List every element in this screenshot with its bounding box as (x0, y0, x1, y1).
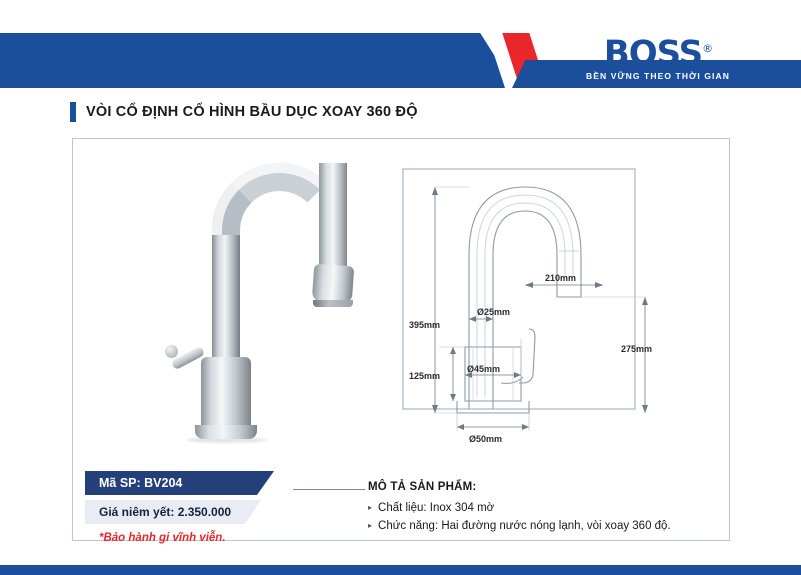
faucet-handle-knob (165, 345, 178, 358)
faucet-column (212, 235, 240, 363)
page-header (0, 0, 801, 88)
technical-drawing (373, 147, 725, 469)
dim-d45mm: Ø45mm (467, 364, 501, 374)
dim-210mm: 210mm (545, 273, 577, 283)
page-footer-bar (0, 565, 801, 575)
page-title: VÒI CỔ ĐỊNH CỔ HÌNH BẦU DỤC XOAY 360 ĐỘ (86, 104, 418, 120)
description-item (368, 499, 723, 517)
product-description (368, 481, 723, 535)
faucet-spout-tip (313, 300, 353, 307)
label-to-description-connector (293, 489, 365, 490)
dim-275mm: 275mm (621, 344, 653, 354)
brand-logo (563, 33, 753, 82)
product-code-badge: Mã SP: BV204 (85, 471, 257, 495)
bullet-icon: ▸ (368, 503, 373, 512)
faucet-spout (312, 264, 355, 305)
faucet-arc-right-leg (319, 163, 347, 271)
product-photo-faucet (113, 157, 353, 467)
page-title-row (70, 102, 418, 122)
description-item-text: Chất liệu: Inox 304 mờ (378, 502, 495, 514)
brand-tagline: BỀN VỮNG THEO THỜI GIAN (586, 71, 730, 82)
description-item (368, 517, 723, 535)
bullet-icon: ▸ (368, 521, 373, 530)
product-photo-area (73, 139, 373, 469)
faucet-body (201, 357, 251, 429)
description-title: MÔ TẢ SẢN PHẨM: (368, 481, 477, 493)
dim-395mm: 395mm (409, 320, 441, 330)
brand-logo-text: BOSS (603, 33, 703, 74)
product-price-badge: Giá niêm yết: 2.350.000 (85, 500, 245, 524)
dim-d50mm: Ø50mm (469, 434, 503, 444)
registered-trademark-icon: ® (702, 42, 713, 55)
dim-d25mm: Ø25mm (477, 307, 511, 317)
faucet-base (195, 425, 257, 439)
description-item-text: Chức năng: Hai đường nước nóng lạnh, vòi xoay 360 độ. (378, 520, 671, 532)
title-accent-bar (70, 102, 76, 122)
header-blue-band-left (0, 33, 470, 88)
dim-125mm: 125mm (409, 371, 441, 381)
content-panel (72, 138, 730, 544)
product-label-block (85, 471, 357, 544)
brand-logo-wordmark (603, 33, 713, 74)
technical-drawing-svg (373, 147, 725, 469)
warranty-note: *Bảo hành gi vĩnh viễn. (99, 532, 226, 544)
